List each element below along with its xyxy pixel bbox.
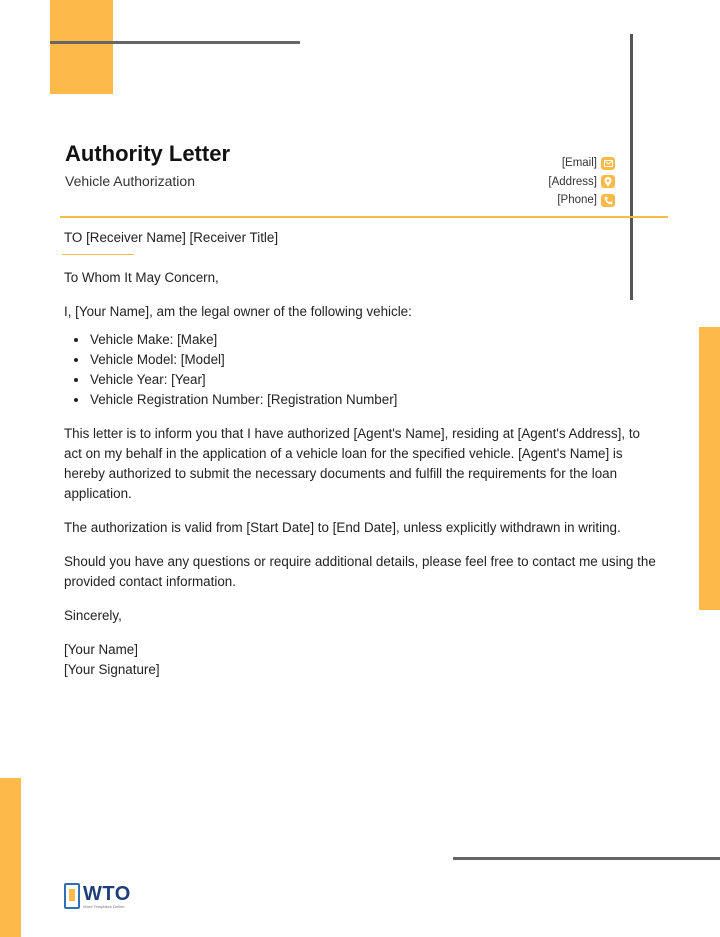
decorative-square-top: [50, 0, 113, 94]
validity-paragraph: The authorization is valid from [Start Date] to [End Date], unless explicitly withdrawn in writing.: [64, 520, 621, 535]
contact-email-label: [Email]: [561, 157, 597, 170]
logo-tagline: Word Templates Online: [83, 903, 125, 909]
contact-email: [548, 154, 615, 173]
logo-icon: [64, 883, 80, 909]
authorization-paragraph: This letter is to inform you that I have authorized [Agent's Name], residing at [Agent's Address], to act on my behalf in the application of a vehicle loan for the specified vehicle. [Agent's Name] is hereby authorized to submit the necessary documents and fulfill the requirements for the loan application.: [64, 426, 640, 501]
decorative-bar-left: [0, 778, 21, 937]
signer-signature: [Your Signature]: [64, 662, 160, 677]
email-icon: [601, 157, 615, 170]
recipient-line: TO [Receiver Name] [Receiver Title]: [64, 230, 279, 245]
letter-body: [64, 228, 660, 680]
list-item: Vehicle Model: [Model]: [74, 350, 660, 370]
decorative-line-bottom: [453, 857, 720, 860]
contact-phone: [548, 191, 615, 210]
document-title: Authority Letter: [65, 141, 230, 166]
contact-phone-label: [Phone]: [557, 194, 597, 207]
brand-logo: [64, 883, 131, 909]
logo-brand-name: WTO: [83, 882, 131, 905]
closing: Sincerely,: [64, 608, 122, 623]
vehicle-details-list: [74, 330, 660, 410]
contact-address: [548, 173, 615, 192]
signer-name: [Your Name]: [64, 642, 138, 657]
location-icon: [601, 175, 615, 188]
logo-text: [83, 884, 131, 909]
header-separator: [60, 216, 668, 218]
contact-block: [548, 154, 615, 210]
salutation: To Whom It May Concern,: [64, 270, 219, 285]
list-item: Vehicle Year: [Year]: [74, 370, 660, 390]
list-item: Vehicle Make: [Make]: [74, 330, 660, 350]
decorative-bar-right: [699, 327, 720, 610]
questions-paragraph: Should you have any questions or require additional details, please feel free to contact me using the provided contact information.: [64, 554, 656, 589]
intro-paragraph: I, [Your Name], am the legal owner of the following vehicle:: [64, 304, 412, 319]
phone-icon: [601, 194, 615, 207]
list-item: Vehicle Registration Number: [Registration Number]: [74, 390, 660, 410]
document-subtitle: Vehicle Authorization: [65, 173, 195, 189]
contact-address-label: [Address]: [548, 175, 597, 188]
decorative-line-top: [50, 41, 300, 44]
